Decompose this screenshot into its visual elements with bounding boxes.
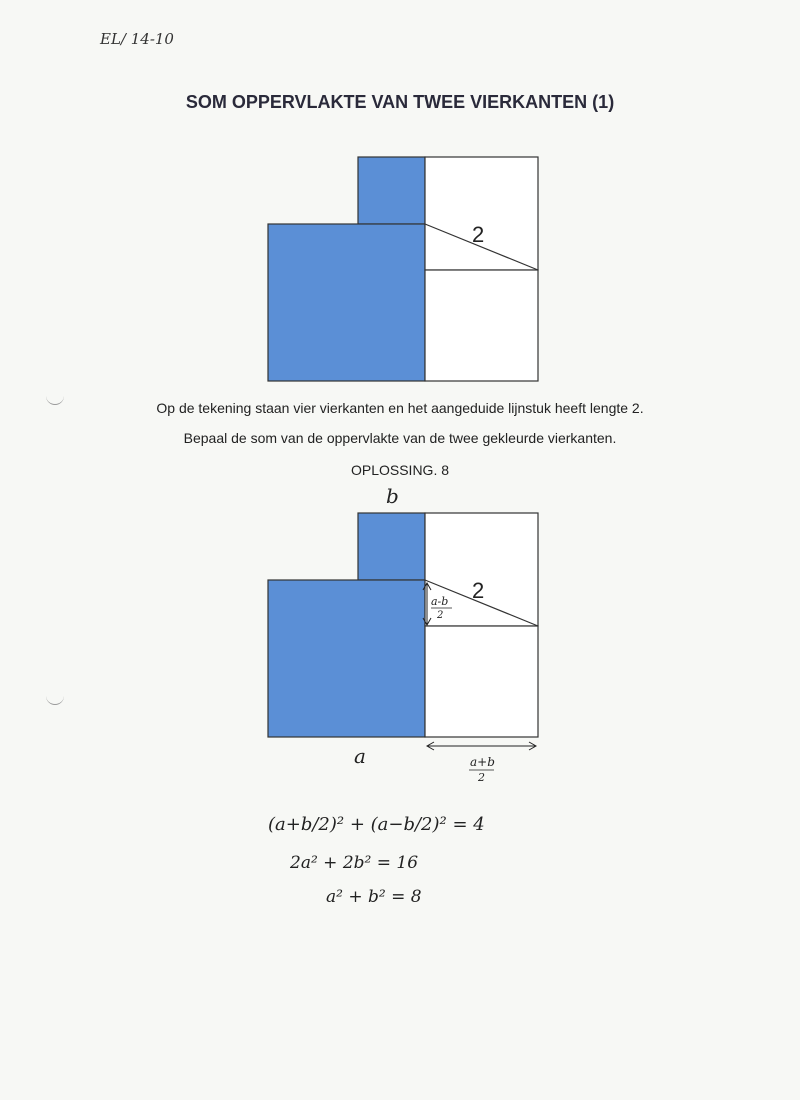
segment-length-label: 2 <box>472 578 485 603</box>
problem-statement-line-1: Op de tekening staan vier vierkanten en het aangeduide lijnstuk heeft lengte 2. <box>156 400 644 416</box>
width-label-denominator: 2 <box>478 771 485 784</box>
upper-white-square <box>425 157 538 270</box>
solution-equations <box>268 814 485 907</box>
lower-white-square <box>425 270 538 381</box>
small-blue-square <box>358 513 425 580</box>
equation-1: (a+b/2)² + (a−b/2)² = 4 <box>268 814 485 835</box>
height-label-numerator: a-b <box>431 595 449 608</box>
solution-label: OPLOSSING. 8 <box>350 462 450 478</box>
problem-statement-line-2: Bepaal de som van de oppervlakte van de twee gekleurde vierkanten. <box>183 430 617 446</box>
segment-length-label: 2 <box>472 222 485 247</box>
equation-3: a² + b² = 8 <box>326 887 422 907</box>
width-label-numerator: a+b <box>470 755 495 769</box>
page-reference: EL/ 14-10 <box>100 30 174 48</box>
large-blue-square <box>268 580 425 737</box>
height-label-denominator: 2 <box>437 610 444 621</box>
large-blue-square <box>268 224 425 381</box>
lower-white-square <box>425 626 538 737</box>
side-label-b: b <box>386 484 399 508</box>
equation-2: 2a² + 2b² = 16 <box>290 853 419 873</box>
small-blue-square <box>358 157 425 224</box>
figure-problem <box>268 157 538 381</box>
side-label-a: a <box>354 744 366 768</box>
page-title: SOM OPPERVLAKTE VAN TWEE VIERKANTEN (1) <box>185 92 615 112</box>
figure-solution <box>268 484 538 784</box>
